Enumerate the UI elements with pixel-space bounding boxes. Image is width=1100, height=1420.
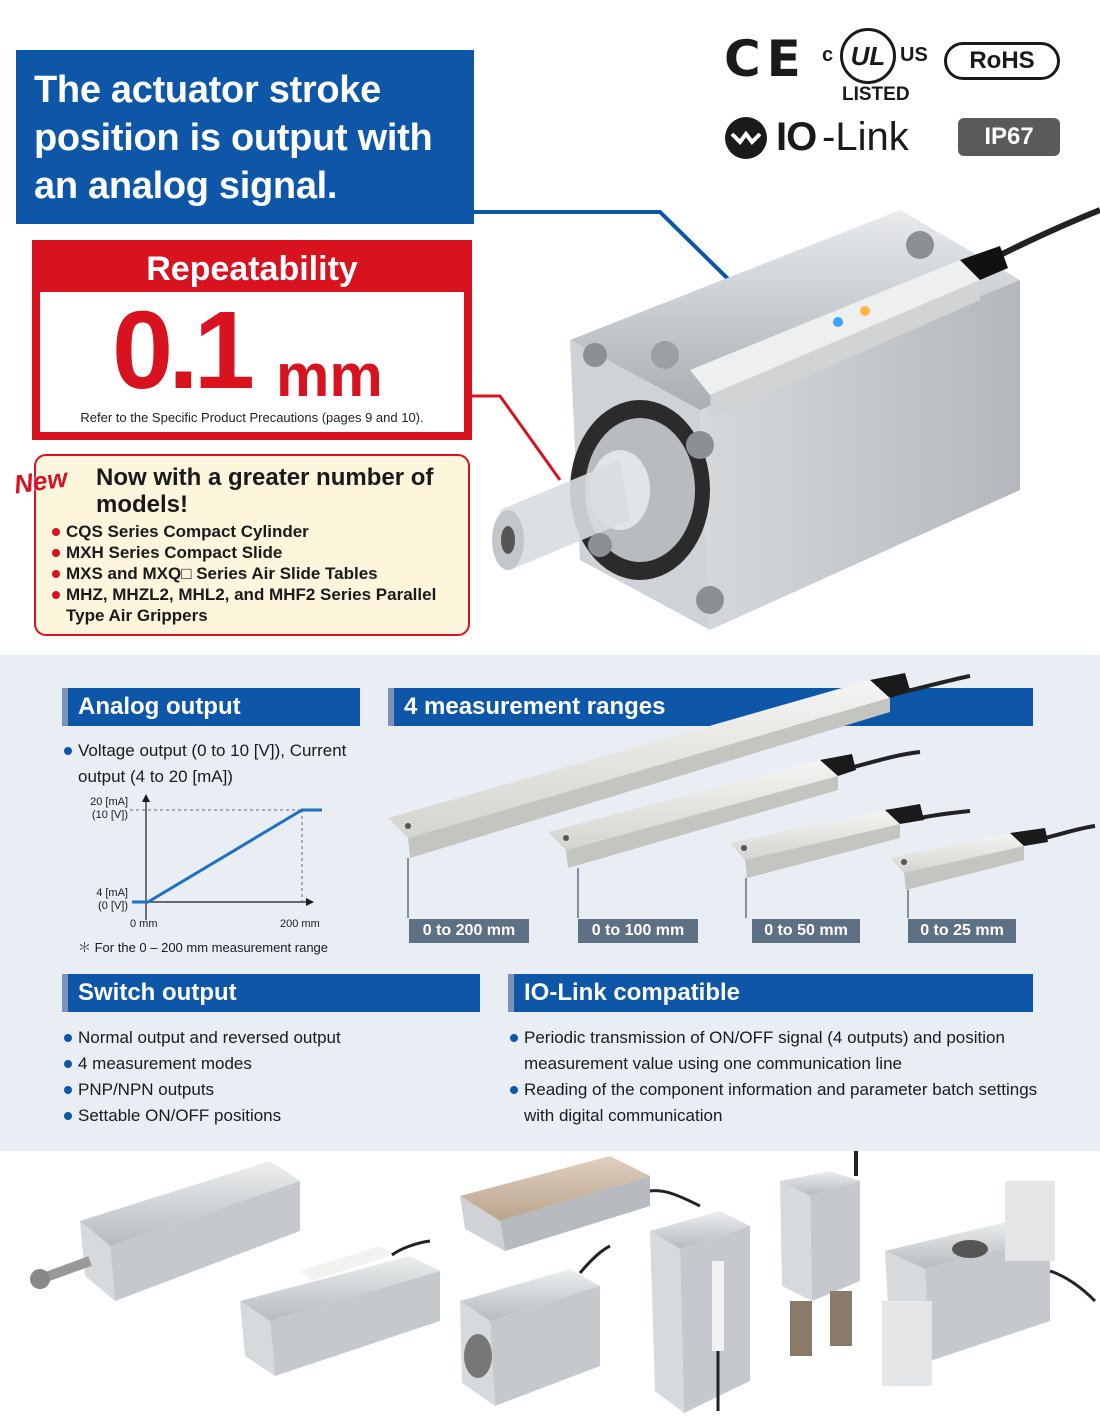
- repeatability-unit: mm: [276, 342, 383, 409]
- range-label-100: 0 to 100 mm: [578, 919, 698, 943]
- switch-output-list: [62, 1025, 482, 1129]
- list-item: Settable ON/OFF positions: [62, 1103, 482, 1129]
- list-item: Voltage output (0 to 10 [V]), Current output (4 to 20 [mA]): [62, 738, 362, 790]
- ul-c: c: [822, 44, 834, 66]
- tie-rod-cylinder: [30, 1161, 300, 1301]
- new-badge: New: [12, 462, 70, 500]
- x-axis-left-label: 0 mm: [130, 918, 158, 930]
- wide-gripper: [882, 1181, 1095, 1386]
- compact-slide: [240, 1241, 440, 1376]
- iolink-logo: [724, 114, 944, 164]
- analog-output-graph: [70, 790, 360, 930]
- list-item: Reading of the component information and parameter batch settings with digital communication: [508, 1077, 1048, 1129]
- range-label-50: 0 to 50 mm: [752, 919, 860, 943]
- ul-circle: UL: [840, 28, 896, 84]
- list-item: MXS and MXQ□ Series Air Slide Tables: [52, 563, 472, 584]
- guided-cylinder: [650, 1211, 750, 1413]
- ul-listed: LISTED: [842, 84, 910, 105]
- cylinder-product-image: [480, 190, 1100, 650]
- analog-output-list: [62, 738, 362, 790]
- analog-output-heading: Analog output: [62, 688, 360, 726]
- parallel-gripper: [780, 1151, 860, 1356]
- measurement-sensors-image: [380, 668, 1100, 918]
- range-label-25: 0 to 25 mm: [908, 919, 1016, 943]
- list-item: PNP/NPN outputs: [62, 1077, 482, 1103]
- switch-output-heading: Switch output: [62, 974, 480, 1012]
- y-axis-top-label: 20 [mA]: [90, 796, 128, 808]
- y-axis-bottom-label-volt: (0 [V]): [98, 900, 128, 912]
- iolink-heading: IO-Link compatible: [508, 974, 1033, 1012]
- list-item: CQS Series Compact Cylinder: [52, 521, 472, 542]
- iolink-list: [508, 1025, 1048, 1129]
- range-label-200: 0 to 200 mm: [409, 919, 529, 943]
- new-models-list: [52, 521, 472, 626]
- headline-text: The actuator stroke position is output with an analog signal.: [34, 69, 433, 207]
- iolink-link-text: -Link: [822, 115, 909, 159]
- list-item: Periodic transmission of ON/OFF signal (4 outputs) and position measurement value using one communication line: [508, 1025, 1048, 1077]
- x-axis-right-label: 200 mm: [280, 918, 320, 930]
- iolink-io-text: IO: [776, 115, 817, 159]
- product-lineup-image: [0, 1151, 1100, 1420]
- y-axis-bottom-label: 4 [mA]: [96, 887, 128, 899]
- list-item: 4 measurement modes: [62, 1051, 482, 1077]
- repeatability-value: 0.1: [112, 289, 250, 412]
- measurement-ranges-heading: 4 measurement ranges: [388, 688, 1033, 726]
- ul-listed-mark: [822, 28, 932, 108]
- rohs-mark: RoHS: [944, 42, 1060, 80]
- new-models-heading: Now with a greater number of models!: [96, 464, 434, 518]
- graph-footnote: ＊ For the 0 – 200 mm measurement range: [78, 940, 329, 955]
- ul-us: US: [900, 44, 928, 66]
- compact-cylinder: [460, 1246, 610, 1406]
- list-item: MHZ, MHZL2, MHL2, and MHF2 Series Parallel Type Air Grippers: [52, 584, 472, 626]
- iolink-icon: [724, 116, 768, 160]
- list-item: MXH Series Compact Slide: [52, 542, 472, 563]
- ip67-badge: IP67: [958, 118, 1060, 156]
- list-item: Normal output and reversed output: [62, 1025, 482, 1051]
- y-axis-top-label-volt: (10 [V]): [91, 809, 128, 821]
- repeatability-title: Repeatability: [146, 250, 358, 288]
- ce-mark: C E: [724, 30, 799, 88]
- repeatability-note: Refer to the Specific Product Precautions (pages 9 and 10).: [80, 410, 424, 425]
